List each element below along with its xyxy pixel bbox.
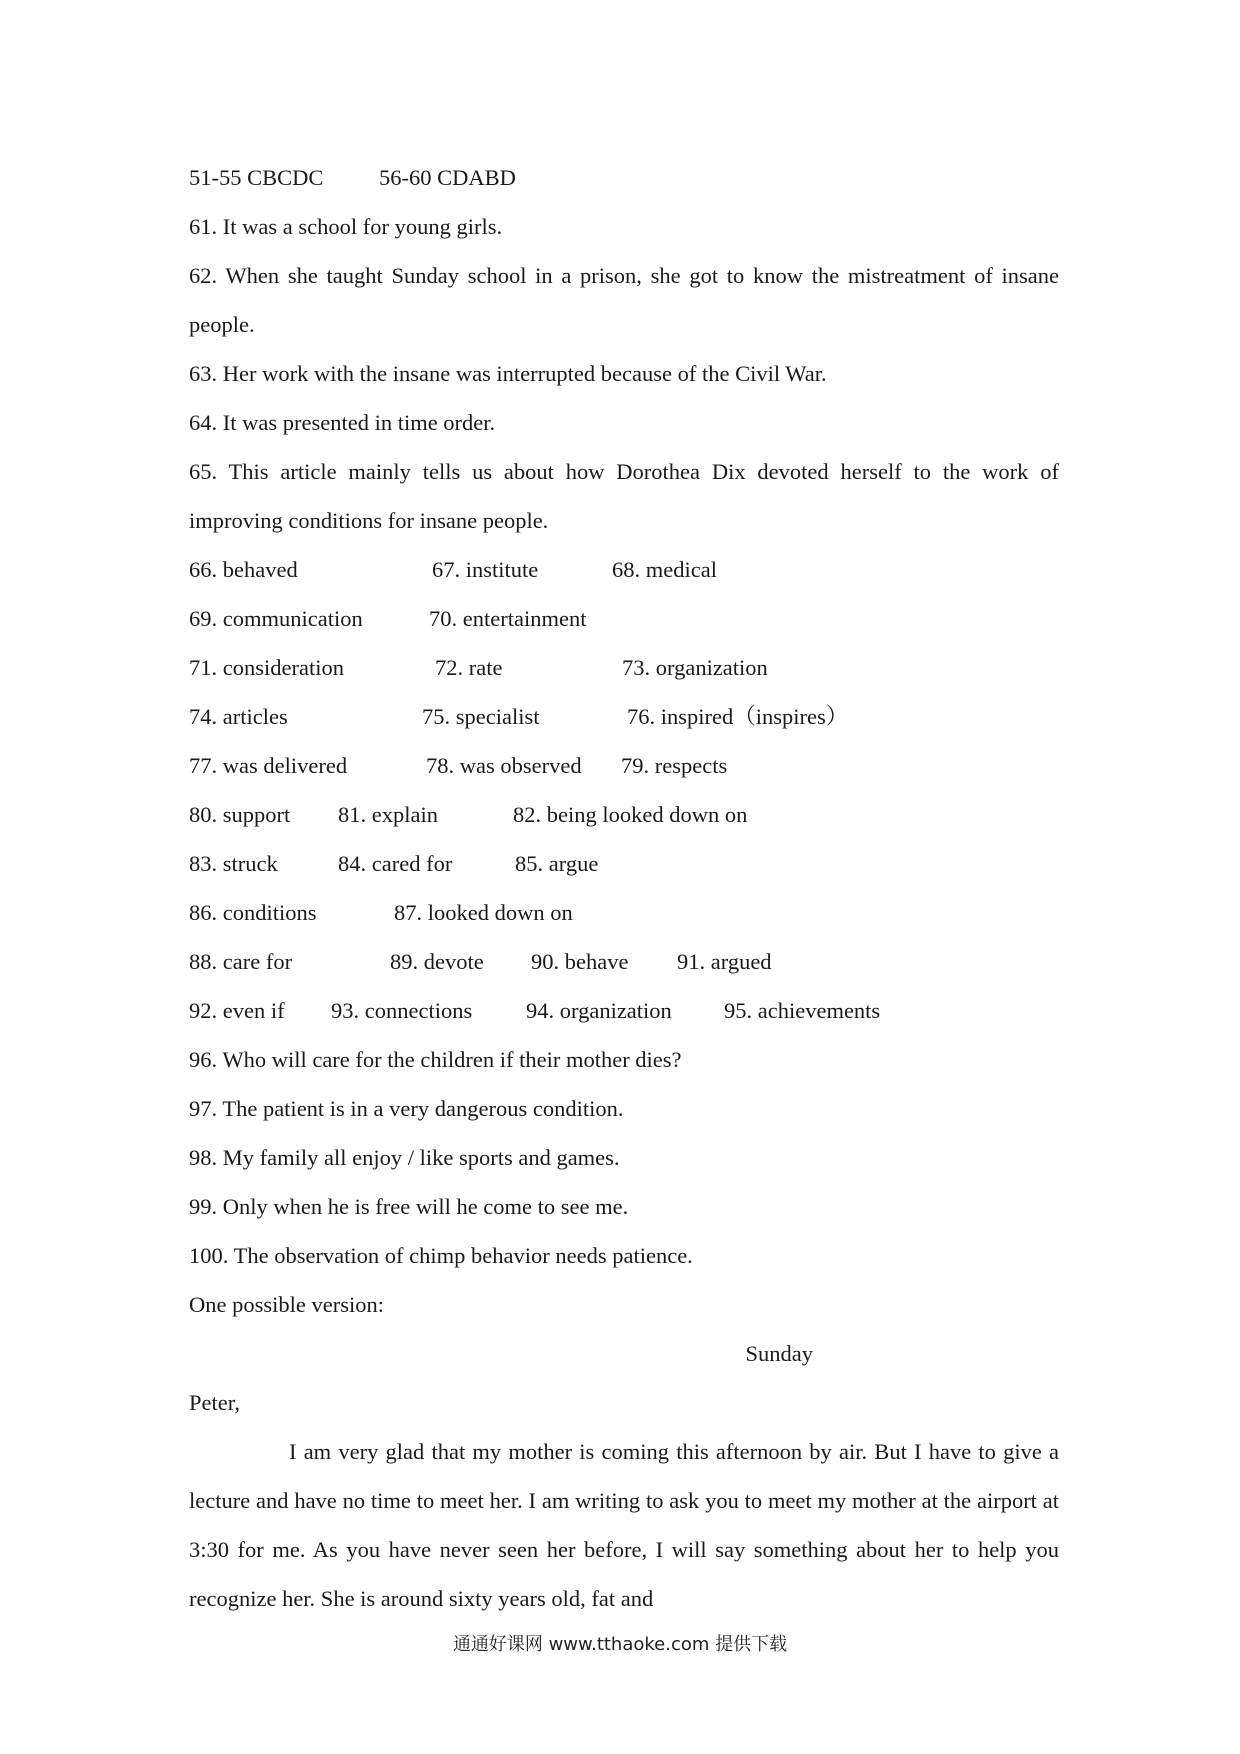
answer-64: 64. It was presented in time order.: [189, 410, 496, 435]
answer-93: 93. connections: [331, 998, 473, 1023]
vocab-row-83: [189, 839, 1059, 888]
answer-84: 84. cared for: [338, 851, 453, 876]
vocab-row-77: [189, 741, 1059, 790]
answer-68: 68. medical: [612, 557, 717, 582]
answer-78: 78. was observed: [426, 753, 582, 778]
answer-89: 89. devote: [390, 949, 484, 974]
answer-100: 100. The observation of chimp behavior needs patience.: [189, 1243, 693, 1268]
answer-87: 87. looked down on: [394, 900, 573, 925]
answer-80: 80. support: [189, 802, 291, 827]
answer-61: 61. It was a school for young girls.: [189, 214, 503, 239]
mc-answers-51-55: 51-55 CBCDC: [189, 165, 324, 190]
answer-98: 98. My family all enjoy / like sports and games.: [189, 1145, 620, 1170]
answer-86: 86. conditions: [189, 900, 317, 925]
page-footer: 通通好课网 www.tthaoke.com 提供下载: [452, 1634, 788, 1655]
answer-81: 81. explain: [338, 802, 438, 827]
vocab-row-71: [189, 643, 1059, 692]
answer-91: 91. argued: [677, 949, 772, 974]
answer-70: 70. entertainment: [429, 606, 587, 631]
letter-body: I am very glad that my mother is coming this afternoon by air. But I have to give a lecture and have no time to meet her. I am writing to ask you to meet my mother at the airport at 3:30 for me. As you have never seen her before, I will say something about her to help you recognize her. She is around sixty years old, fat and: [189, 1439, 1059, 1611]
answer-88: 88. care for: [189, 949, 293, 974]
answer-95: 95. achievements: [724, 998, 881, 1023]
answer-72: 72. rate: [435, 655, 503, 680]
answer-62: 62. When she taught Sunday school in a prison, she got to know the mistreatment of insane people.: [189, 263, 1059, 337]
answer-63: 63. Her work with the insane was interrupted because of the Civil War.: [189, 361, 827, 386]
answer-85: 85. argue: [515, 851, 599, 876]
answer-71: 71. consideration: [189, 655, 344, 680]
answer-67: 67. institute: [432, 557, 539, 582]
answer-96: 96. Who will care for the children if their mother dies?: [189, 1047, 682, 1072]
mc-answers-row: [189, 153, 1059, 202]
answer-83: 83. struck: [189, 851, 278, 876]
answer-94: 94. organization: [526, 998, 672, 1023]
answer-99: 99. Only when he is free will he come to see me.: [189, 1194, 629, 1219]
vocab-row-88: [189, 937, 1059, 986]
vocab-row-86: [189, 888, 1059, 937]
answer-97: 97. The patient is in a very dangerous condition.: [189, 1096, 624, 1121]
vocab-row-92: [189, 986, 1059, 1035]
answer-75: 75. specialist: [422, 704, 540, 729]
answer-90: 90. behave: [531, 949, 629, 974]
vocab-row-66: [189, 545, 1059, 594]
answer-74: 74. articles: [189, 704, 288, 729]
answer-65: 65. This article mainly tells us about how Dorothea Dix devoted herself to the work of improving conditions for insane people.: [189, 459, 1059, 533]
letter-intro: One possible version:: [189, 1292, 384, 1317]
answer-82: 82. being looked down on: [513, 802, 748, 827]
answer-79: 79. respects: [621, 753, 728, 778]
vocab-row-80: [189, 790, 1059, 839]
mc-answers-56-60: 56-60 CDABD: [379, 165, 516, 190]
answer-92: 92. even if: [189, 998, 285, 1023]
letter-date: Sunday: [745, 1341, 813, 1366]
answer-key: [189, 153, 1059, 1623]
vocab-row-74: [189, 692, 1059, 741]
letter-salutation: Peter,: [189, 1390, 240, 1415]
answer-69: 69. communication: [189, 606, 363, 631]
answer-73: 73. organization: [622, 655, 768, 680]
answer-66: 66. behaved: [189, 557, 298, 582]
answer-77: 77. was delivered: [189, 753, 348, 778]
answer-76: 76. inspired（inspires）: [627, 704, 849, 729]
vocab-row-69: [189, 594, 1059, 643]
